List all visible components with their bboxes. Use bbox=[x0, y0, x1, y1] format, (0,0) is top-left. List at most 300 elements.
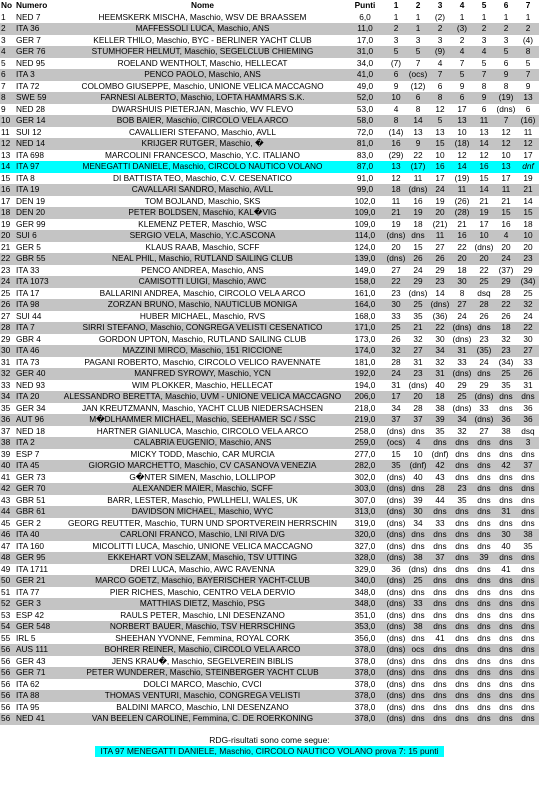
race-7-cell: 7 bbox=[517, 69, 539, 81]
sail-number-cell: GBR 51 bbox=[15, 495, 60, 507]
race-2-cell: 21 bbox=[407, 322, 429, 334]
rank-cell: 31 bbox=[0, 357, 15, 369]
race-3-cell: 2 bbox=[429, 23, 451, 35]
race-6-cell: 41 bbox=[495, 564, 517, 576]
race-6-cell: dns bbox=[495, 449, 517, 461]
race-7-cell: (34) bbox=[517, 276, 539, 288]
race-3-cell: 3 bbox=[429, 35, 451, 47]
name-cell: ROELAND WENTHOLT, Maschio, HELLECAT bbox=[60, 58, 345, 70]
race-6-cell: dns bbox=[495, 518, 517, 530]
race-6-cell: 21 bbox=[495, 196, 517, 208]
points-cell: 173,0 bbox=[345, 334, 385, 346]
race-4-cell: dns bbox=[451, 472, 473, 484]
rank-cell: 29 bbox=[0, 334, 15, 346]
points-cell: 307,0 bbox=[345, 495, 385, 507]
points-cell: 31,0 bbox=[345, 46, 385, 58]
race-1-cell: 9 bbox=[385, 81, 407, 93]
race-2-cell: (ocs) bbox=[408, 69, 428, 79]
race-1-cell: (dns) bbox=[386, 609, 406, 620]
race-7-cell: 29 bbox=[517, 265, 539, 277]
race-5-cell: 9 bbox=[473, 92, 495, 104]
points-cell: 351,0 bbox=[345, 610, 385, 622]
rank-cell: 39 bbox=[0, 449, 15, 461]
race-2-cell: dns bbox=[407, 679, 429, 691]
race-3-cell: 18 bbox=[429, 391, 451, 403]
name-cell: GORDON UPTON, Maschio, RUTLAND SAILING CLUB bbox=[60, 334, 345, 346]
rank-cell: 37 bbox=[0, 426, 15, 438]
race-3-cell: 20 bbox=[429, 207, 451, 219]
race-6-cell: dns bbox=[495, 483, 517, 495]
race-3-cell: 33 bbox=[429, 518, 451, 530]
race-3-cell: dns bbox=[429, 575, 451, 587]
rank-cell: 17 bbox=[0, 196, 15, 208]
rank-cell: 12 bbox=[0, 138, 15, 150]
race-7-cell: 33 bbox=[517, 357, 539, 369]
name-cell: NORBERT BAUER, Maschio, TSV HERRSCHING bbox=[60, 621, 345, 633]
rank-cell: 4 bbox=[0, 46, 15, 58]
sail-number-cell: SUI 12 bbox=[15, 127, 60, 139]
sail-number-cell: ITA 36 bbox=[15, 23, 60, 35]
race-3-cell: 14 bbox=[429, 288, 451, 300]
race-1-cell: 3 bbox=[385, 35, 407, 47]
race-6-cell: (dns) bbox=[496, 103, 516, 114]
table-row bbox=[0, 334, 539, 346]
race-6-cell: 15 bbox=[495, 207, 517, 219]
rdg-title: RDG-risultati sono come segue: bbox=[209, 734, 330, 745]
race-1-cell: (ocs) bbox=[386, 437, 406, 447]
sail-number-cell: SWE 59 bbox=[15, 92, 60, 104]
race-7-cell: (16) bbox=[517, 115, 539, 127]
points-cell: 219,0 bbox=[345, 414, 385, 426]
name-cell: NEAL PHIL, Maschio, RUTLAND SAILING CLUB bbox=[60, 253, 345, 265]
sail-number-cell: GBR 4 bbox=[15, 334, 60, 346]
sail-number-cell: AUS 111 bbox=[15, 644, 60, 656]
sail-number-cell: NED 18 bbox=[15, 426, 60, 438]
race-6-cell: dns bbox=[495, 644, 517, 656]
race-3-cell: 27 bbox=[429, 242, 451, 254]
points-cell: 164,0 bbox=[345, 299, 385, 311]
race-1-cell: (dns) bbox=[386, 644, 406, 654]
sail-number-cell: ITA 73 bbox=[15, 357, 60, 369]
race-7-cell: dns bbox=[517, 575, 539, 587]
race-2-cell: 26 bbox=[407, 253, 429, 265]
race-6-cell: 36 bbox=[495, 414, 517, 426]
sail-number-cell: SUI 44 bbox=[15, 311, 60, 323]
points-cell: 158,0 bbox=[345, 276, 385, 288]
race-7-cell: dsq bbox=[517, 426, 539, 438]
sail-number-cell: NED 93 bbox=[15, 380, 60, 392]
race-3-cell: (2) bbox=[429, 12, 451, 24]
race-1-cell: (dns) bbox=[386, 598, 406, 608]
race-5-cell: 23 bbox=[473, 334, 495, 346]
race-3-cell: 5 bbox=[429, 115, 451, 127]
name-cell: BARR, LESTER, Maschio, PWLLHELI, WALES, UK bbox=[60, 495, 345, 507]
race-4-cell: 31 bbox=[451, 345, 473, 357]
race-3-cell: dns bbox=[429, 587, 451, 599]
table-row bbox=[0, 587, 539, 599]
name-cell: PENCO ANDREA, Maschio, ANS bbox=[60, 265, 345, 277]
sail-number-cell: ITA 95 bbox=[15, 702, 60, 714]
race-5-cell: dns bbox=[473, 598, 495, 610]
rank-cell: 25 bbox=[0, 288, 15, 300]
table-row bbox=[0, 472, 539, 484]
race-4-cell: 35 bbox=[451, 495, 473, 507]
table-row bbox=[0, 288, 539, 300]
race-7-cell: dns bbox=[517, 495, 539, 507]
race-6-cell: 12 bbox=[495, 138, 517, 150]
race-3-cell: 15 bbox=[429, 138, 451, 150]
points-cell: 348,0 bbox=[345, 598, 385, 610]
race-3-cell: dns bbox=[429, 667, 451, 679]
race-3-cell: 43 bbox=[429, 472, 451, 484]
race-2-cell: 33 bbox=[407, 598, 429, 610]
rdg-footer bbox=[0, 735, 539, 757]
sail-number-cell: GER 3 bbox=[15, 598, 60, 610]
points-cell: 181,0 bbox=[345, 357, 385, 369]
race-4-cell: dns bbox=[451, 679, 473, 691]
race-2-cell: 29 bbox=[407, 276, 429, 288]
results-body bbox=[0, 12, 539, 725]
name-cell: GEORG REUTTER, Maschio, TURN UND SPORTVEREIN HERRSCHIN bbox=[60, 518, 345, 530]
race-3-cell: dns bbox=[429, 656, 451, 668]
race-1-cell: (dns) bbox=[386, 621, 406, 631]
table-row bbox=[0, 391, 539, 403]
header-cell: 3 bbox=[429, 0, 451, 12]
name-cell: ALEXANDER MAIER, Maschio, SCFF bbox=[60, 483, 345, 495]
table-row bbox=[0, 529, 539, 541]
race-6-cell: dns bbox=[495, 702, 517, 714]
race-2-cell: (dnf) bbox=[407, 460, 429, 472]
race-5-cell: 26 bbox=[473, 311, 495, 323]
race-7-cell: 23 bbox=[517, 253, 539, 265]
race-4-cell: dns bbox=[451, 633, 473, 645]
race-2-cell: 23 bbox=[407, 368, 429, 380]
points-cell: 168,0 bbox=[345, 311, 385, 323]
rank-cell: 36 bbox=[0, 414, 15, 426]
points-cell: 109,0 bbox=[345, 207, 385, 219]
race-4-cell: 29 bbox=[451, 380, 473, 392]
race-5-cell: 25 bbox=[473, 276, 495, 288]
sail-number-cell: GER 7 bbox=[15, 35, 60, 47]
table-row bbox=[0, 644, 539, 656]
race-7-cell: 9 bbox=[517, 81, 539, 93]
race-1-cell: (dns) bbox=[386, 586, 406, 597]
race-4-cell: 21 bbox=[451, 219, 473, 231]
sail-number-cell: ITA 1073 bbox=[15, 276, 60, 288]
race-6-cell: 38 bbox=[495, 426, 517, 438]
name-cell: MARCOLINI FRANCESCO, Maschio, Y.C. ITALIANO bbox=[60, 150, 345, 162]
race-3-cell: 39 bbox=[429, 414, 451, 426]
table-row bbox=[0, 621, 539, 633]
race-5-cell: dns bbox=[473, 472, 495, 484]
race-1-cell: (dns) bbox=[386, 713, 406, 723]
header-cell: 7 bbox=[517, 0, 539, 12]
race-5-cell: dns bbox=[473, 690, 495, 702]
race-1-cell: 10 bbox=[385, 92, 407, 104]
name-cell: DOLCI MARCO, Maschio, CVCI bbox=[60, 679, 345, 691]
header-cell: 4 bbox=[451, 0, 473, 12]
race-7-cell: dns bbox=[517, 564, 539, 576]
rank-cell: 50 bbox=[0, 575, 15, 587]
race-4-cell: 10 bbox=[451, 127, 473, 139]
rank-cell: 51 bbox=[0, 587, 15, 599]
sail-number-cell: ITA 17 bbox=[15, 288, 60, 300]
race-6-cell: (34) bbox=[495, 357, 517, 369]
race-6-cell: dns bbox=[495, 679, 517, 691]
points-cell: 378,0 bbox=[345, 702, 385, 714]
race-7-cell: dnf bbox=[517, 161, 539, 173]
points-cell: 91,0 bbox=[345, 173, 385, 185]
table-row bbox=[0, 138, 539, 150]
race-6-cell: 3 bbox=[495, 35, 517, 47]
header-cell: No bbox=[0, 0, 15, 12]
points-cell: 99,0 bbox=[345, 184, 385, 196]
points-cell: 277,0 bbox=[345, 449, 385, 461]
race-2-cell: (dns) bbox=[408, 379, 428, 390]
table-row bbox=[0, 69, 539, 81]
race-2-cell: 1 bbox=[407, 23, 429, 35]
sail-number-cell: GER 95 bbox=[15, 552, 60, 564]
race-3-cell: 16 bbox=[429, 161, 451, 173]
table-row bbox=[0, 92, 539, 104]
race-4-cell: 34 bbox=[451, 414, 473, 426]
race-4-cell: 27 bbox=[451, 299, 473, 311]
race-4-cell: dns bbox=[451, 610, 473, 622]
race-2-cell: dns bbox=[407, 426, 429, 438]
race-5-cell: 19 bbox=[473, 207, 495, 219]
name-cell: SIRRI STEFANO, Maschio, CONGREGA VELISTI CESENATICO bbox=[60, 322, 345, 334]
race-2-cell: 5 bbox=[407, 46, 429, 58]
race-4-cell: dns bbox=[451, 460, 473, 472]
race-1-cell: 20 bbox=[385, 242, 407, 254]
race-6-cell: (37) bbox=[495, 265, 517, 277]
table-row bbox=[0, 265, 539, 277]
name-cell: THOMAS VENTURI, Maschio, CONGREGA VELISTI bbox=[60, 690, 345, 702]
race-7-cell: dns bbox=[517, 506, 539, 518]
race-1-cell: (dns) bbox=[386, 517, 406, 528]
race-3-cell: 35 bbox=[429, 426, 451, 438]
race-3-cell: (dns) bbox=[430, 299, 450, 309]
race-5-cell: (dns) bbox=[474, 391, 494, 401]
race-5-cell: dns bbox=[473, 518, 495, 530]
name-cell: HUBER MICHAEL, Maschio, RVS bbox=[60, 311, 345, 323]
race-1-cell: (dns) bbox=[386, 483, 406, 493]
race-2-cell: 1 bbox=[407, 12, 429, 24]
race-2-cell: 19 bbox=[407, 207, 429, 219]
race-3-cell: (dnf) bbox=[429, 449, 451, 461]
race-1-cell: 30 bbox=[385, 299, 407, 311]
race-1-cell: (dns) bbox=[386, 632, 406, 643]
points-cell: 114,0 bbox=[345, 230, 385, 242]
name-cell: CARLONI FRANCO, Maschio, LNI RIVA D/G bbox=[60, 529, 345, 541]
rank-cell: 3 bbox=[0, 35, 15, 47]
name-cell: WIM PLOKKER, Maschio, HELLECAT bbox=[60, 380, 345, 392]
table-row bbox=[0, 311, 539, 323]
race-1-cell: 26 bbox=[385, 334, 407, 346]
race-3-cell: dns bbox=[429, 610, 451, 622]
race-1-cell: (dns) bbox=[386, 425, 406, 436]
name-cell: MAFFESSOLI LUCA, Maschio, ANS bbox=[60, 23, 345, 35]
race-2-cell: (dns) bbox=[408, 563, 428, 574]
name-cell: KRIJGER RUTGER, Maschio, � bbox=[60, 138, 345, 150]
race-2-cell: 18 bbox=[407, 219, 429, 231]
points-cell: 258,0 bbox=[345, 426, 385, 438]
race-7-cell: dns bbox=[517, 690, 539, 702]
sail-number-cell: GER 548 bbox=[15, 621, 60, 633]
race-2-cell: dns bbox=[407, 702, 429, 714]
name-cell: CAVALLARI SANDRO, Maschio, AVLL bbox=[60, 184, 345, 196]
rank-cell: 18 bbox=[0, 207, 15, 219]
race-7-cell: dns bbox=[517, 449, 539, 461]
name-cell: MICOLITTI LUCA, Maschio, UNIONE VELICA MACCAGNO bbox=[60, 541, 345, 553]
points-cell: 378,0 bbox=[345, 679, 385, 691]
race-4-cell: 16 bbox=[451, 230, 473, 242]
rank-cell: 32 bbox=[0, 368, 15, 380]
race-3-cell: 7 bbox=[429, 69, 451, 81]
race-6-cell: dns bbox=[495, 610, 517, 622]
race-6-cell: 13 bbox=[495, 161, 517, 173]
name-cell: BOHRER REINER, Maschio, CIRCOLO VELA ARCO bbox=[60, 644, 345, 656]
race-5-cell: 11 bbox=[473, 115, 495, 127]
race-2-cell: 30 bbox=[407, 506, 429, 518]
table-row bbox=[0, 495, 539, 507]
race-5-cell: 6 bbox=[473, 104, 495, 116]
race-4-cell: dns bbox=[451, 690, 473, 702]
race-2-cell: 8 bbox=[407, 104, 429, 116]
points-cell: 206,0 bbox=[345, 391, 385, 403]
race-7-cell: 6 bbox=[517, 104, 539, 116]
race-5-cell: dns bbox=[473, 667, 495, 679]
rank-cell: 56 bbox=[0, 713, 15, 725]
race-6-cell: 18 bbox=[495, 322, 517, 334]
race-7-cell: 14 bbox=[517, 196, 539, 208]
race-5-cell: dns bbox=[473, 529, 495, 541]
sail-number-cell: ITA 1711 bbox=[15, 564, 60, 576]
table-row bbox=[0, 426, 539, 438]
rank-cell: 27 bbox=[0, 311, 15, 323]
race-1-cell: 34 bbox=[385, 403, 407, 415]
race-3-cell: dns bbox=[429, 598, 451, 610]
race-5-cell: 10 bbox=[473, 230, 495, 242]
race-6-cell: 25 bbox=[495, 368, 517, 380]
table-row bbox=[0, 345, 539, 357]
race-2-cell: 9 bbox=[407, 138, 429, 150]
race-1-cell: 22 bbox=[385, 276, 407, 288]
race-5-cell: 24 bbox=[473, 357, 495, 369]
race-4-cell: 14 bbox=[451, 161, 473, 173]
rank-cell: 42 bbox=[0, 483, 15, 495]
race-1-cell: (dns) bbox=[386, 471, 406, 482]
points-cell: 320,0 bbox=[345, 529, 385, 541]
race-3-cell: 23 bbox=[429, 276, 451, 288]
table-row bbox=[0, 127, 539, 139]
race-3-cell: (36) bbox=[429, 311, 451, 323]
race-2-cell: 15 bbox=[407, 242, 429, 254]
name-cell: FARNESI ALBERTO, Maschio, LOFTA HAMMARS S.K. bbox=[60, 92, 345, 104]
table-row bbox=[0, 437, 539, 449]
race-1-cell: 33 bbox=[385, 311, 407, 323]
race-7-cell: 2 bbox=[517, 23, 539, 35]
race-5-cell: dsq bbox=[473, 288, 495, 300]
table-row bbox=[0, 219, 539, 231]
sail-number-cell: SUI 6 bbox=[15, 230, 60, 242]
race-2-cell: 31 bbox=[407, 357, 429, 369]
race-4-cell: dns bbox=[451, 449, 473, 461]
race-7-cell: 10 bbox=[517, 230, 539, 242]
sail-number-cell: NED 14 bbox=[15, 138, 60, 150]
table-row bbox=[0, 713, 539, 725]
table-row bbox=[0, 380, 539, 392]
name-cell: VAN BEELEN CAROLINE, Femmina, C. DE ROERKONING bbox=[60, 713, 345, 725]
table-row bbox=[0, 552, 539, 564]
race-6-cell: dns bbox=[495, 587, 517, 599]
race-2-cell: (12) bbox=[407, 81, 429, 93]
race-4-cell: (dns) bbox=[452, 402, 472, 413]
race-6-cell: dns bbox=[495, 656, 517, 668]
rank-cell: 41 bbox=[0, 472, 15, 484]
rank-cell: 43 bbox=[0, 495, 15, 507]
race-1-cell: 8 bbox=[385, 115, 407, 127]
points-cell: 282,0 bbox=[345, 460, 385, 472]
table-row bbox=[0, 230, 539, 242]
race-4-cell: dns bbox=[451, 644, 473, 656]
rank-cell: 48 bbox=[0, 552, 15, 564]
race-3-cell: 41 bbox=[429, 633, 451, 645]
race-2-cell: dns bbox=[407, 633, 429, 645]
race-3-cell: 31 bbox=[429, 368, 451, 380]
race-7-cell: dns bbox=[517, 633, 539, 645]
race-1-cell: 16 bbox=[385, 138, 407, 150]
race-5-cell: 15 bbox=[473, 173, 495, 185]
name-cell: DREI LUCA, Maschio, AWC RAVENNA bbox=[60, 564, 345, 576]
race-6-cell: 35 bbox=[495, 380, 517, 392]
sail-number-cell: ITA 45 bbox=[15, 460, 60, 472]
race-4-cell: (dns) bbox=[452, 333, 472, 344]
name-cell: EKKEHART VON SELZAM, Maschio, TSV UTTING bbox=[60, 552, 345, 564]
rank-cell: 46 bbox=[0, 529, 15, 541]
sail-number-cell: ITA 20 bbox=[15, 391, 60, 403]
race-1-cell: (dns) bbox=[386, 655, 406, 666]
table-row bbox=[0, 322, 539, 334]
race-7-cell: 18 bbox=[517, 219, 539, 231]
name-cell: TOM BOJLAND, Maschio, SKS bbox=[60, 196, 345, 208]
table-row bbox=[0, 35, 539, 47]
sail-number-cell: ESP 42 bbox=[15, 610, 60, 622]
race-2-cell: ocs bbox=[407, 644, 429, 656]
sail-number-cell: NED 7 bbox=[15, 12, 60, 24]
race-1-cell: 24 bbox=[385, 368, 407, 380]
race-2-cell: 40 bbox=[407, 472, 429, 484]
race-5-cell: 7 bbox=[473, 69, 495, 81]
race-2-cell: dns bbox=[407, 656, 429, 668]
race-4-cell: 4 bbox=[451, 46, 473, 58]
rank-cell: 34 bbox=[0, 391, 15, 403]
race-5-cell: dns bbox=[473, 495, 495, 507]
header-cell: 1 bbox=[385, 0, 407, 12]
race-3-cell: dns bbox=[429, 506, 451, 518]
rank-cell: 55 bbox=[0, 633, 15, 645]
table-row bbox=[0, 403, 539, 415]
race-7-cell: 15 bbox=[517, 207, 539, 219]
table-row bbox=[0, 196, 539, 208]
rank-cell: 9 bbox=[0, 104, 15, 116]
race-2-cell: dns bbox=[407, 690, 429, 702]
rdg-line: ITA 97 MENEGATTI DANIELE, Maschio, CIRCOLO NAUTICO VOLANO prova 7: 15 punti bbox=[95, 746, 445, 757]
header-row bbox=[0, 0, 539, 12]
sail-number-cell: GER 40 bbox=[15, 368, 60, 380]
points-cell: 72,0 bbox=[345, 127, 385, 139]
race-5-cell: dns bbox=[473, 322, 495, 334]
